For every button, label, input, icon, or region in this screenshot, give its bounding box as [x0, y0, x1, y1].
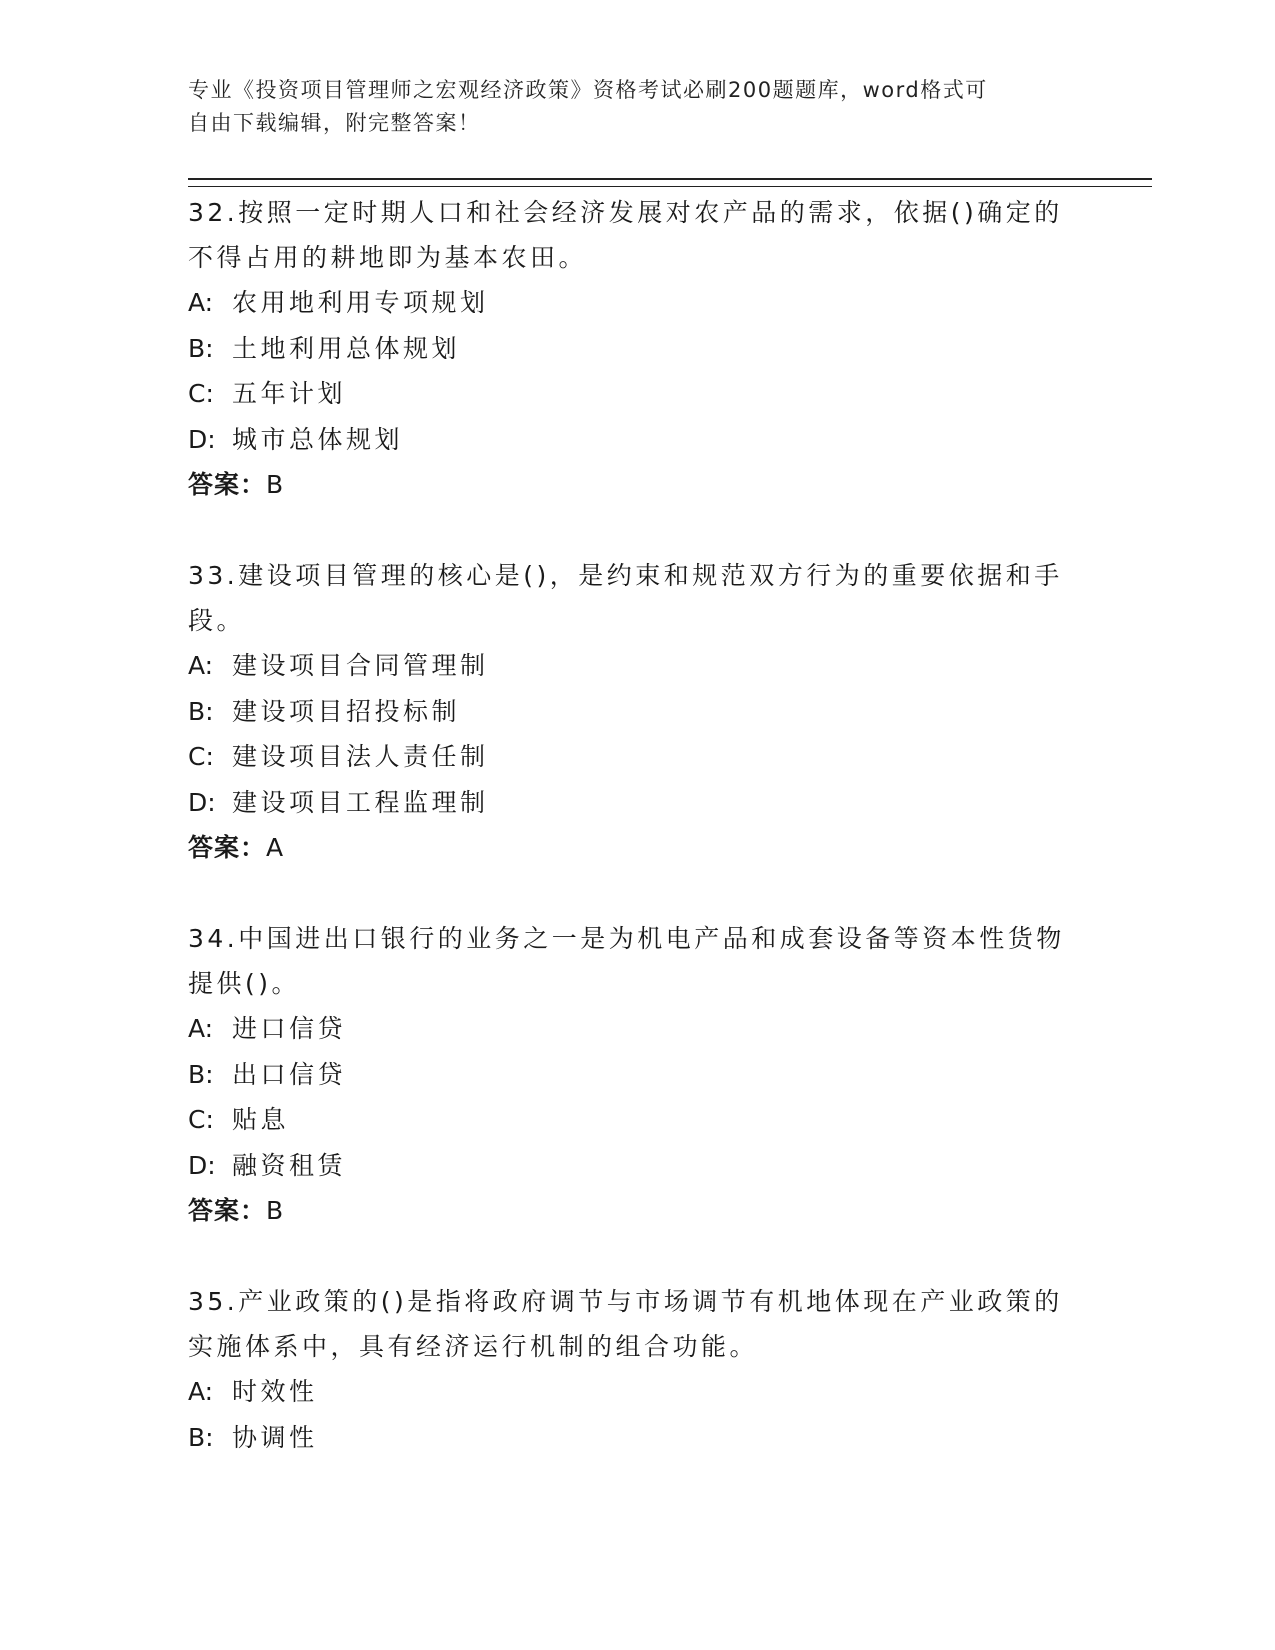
option-c: [188, 734, 1088, 780]
option-text: 农用地利用专项规划: [232, 288, 489, 317]
question-spacer: [188, 1233, 1088, 1279]
question-33: [188, 553, 1088, 870]
header-line-2: 自由下载编辑，附完整答案！: [188, 111, 481, 135]
option-letter: D:: [188, 424, 216, 454]
question-stem: 35.产业政策的()是指将政府调节与市场调节有机地体现在产业政策的实施体系中，具有经济运行机制的组合功能。: [188, 1287, 1063, 1361]
option-text: 时效性: [232, 1377, 318, 1406]
option-text: 融资租赁: [232, 1150, 347, 1180]
option-b: [188, 326, 1088, 372]
answer-line: [188, 1188, 1088, 1233]
option-b: [188, 1415, 1088, 1461]
option-a: [188, 1006, 1088, 1052]
option-text: 进口信贷: [232, 1014, 347, 1043]
answer-value: B: [266, 1196, 285, 1225]
option-a: [188, 280, 1088, 326]
option-text: 建设项目合同管理制: [232, 651, 489, 680]
option-text: 协调性: [232, 1422, 318, 1452]
question-list: [188, 190, 1088, 1460]
answer-line: [188, 825, 1088, 870]
option-c: [188, 371, 1088, 417]
header-divider: [188, 178, 1152, 187]
option-letter: A:: [188, 1014, 214, 1043]
answer-label: 答案：: [188, 833, 267, 862]
option-letter: D:: [188, 787, 216, 817]
option-text: 建设项目工程监理制: [232, 787, 489, 817]
question-stem: 34.中国进出口银行的业务之一是为机电产品和成套设备等资本性货物提供()。: [188, 924, 1065, 998]
option-d: [188, 417, 1088, 463]
option-text: 城市总体规划: [232, 424, 404, 454]
answer-label: 答案：: [188, 470, 267, 499]
option-b: [188, 689, 1088, 735]
option-text: 贴息: [232, 1105, 290, 1134]
option-letter: C:: [188, 379, 214, 408]
header-line-1: 专业《投资项目管理师之宏观经济政策》资格考试必刷200题题库，word格式可: [188, 78, 988, 102]
option-letter: C:: [188, 1105, 214, 1134]
answer-value: B: [266, 470, 285, 499]
option-text: 五年计划: [232, 379, 347, 408]
option-text: 出口信贷: [232, 1059, 347, 1089]
option-letter: A:: [188, 288, 214, 317]
option-a: [188, 1369, 1088, 1415]
option-text: 土地利用总体规划: [232, 333, 461, 363]
option-text: 建设项目招投标制: [232, 696, 461, 726]
option-a: [188, 643, 1088, 689]
question-spacer: [188, 870, 1088, 916]
answer-line: [188, 462, 1088, 507]
option-letter: B:: [188, 333, 214, 363]
option-letter: B:: [188, 1059, 214, 1089]
option-text: 建设项目法人责任制: [232, 742, 489, 771]
question-spacer: [188, 507, 1088, 553]
option-letter: A:: [188, 651, 214, 680]
question-stem: 33.建设项目管理的核心是()，是约束和规范双方行为的重要依据和手段。: [188, 561, 1063, 635]
option-c: [188, 1097, 1088, 1143]
question-35: [188, 1279, 1088, 1460]
document-header: [188, 74, 1078, 140]
option-b: [188, 1052, 1088, 1098]
question-34: [188, 916, 1088, 1233]
question-stem: 32.按照一定时期人口和社会经济发展对农产品的需求，依据()确定的不得占用的耕地即为基本农田。: [188, 198, 1063, 272]
option-letter: A:: [188, 1377, 214, 1406]
option-letter: C:: [188, 742, 214, 771]
option-d: [188, 780, 1088, 826]
option-d: [188, 1143, 1088, 1189]
answer-value: A: [266, 833, 285, 862]
option-letter: B:: [188, 1422, 214, 1452]
option-letter: B:: [188, 696, 214, 726]
answer-label: 答案：: [188, 1196, 267, 1225]
question-32: [188, 190, 1088, 507]
option-letter: D:: [188, 1150, 216, 1180]
